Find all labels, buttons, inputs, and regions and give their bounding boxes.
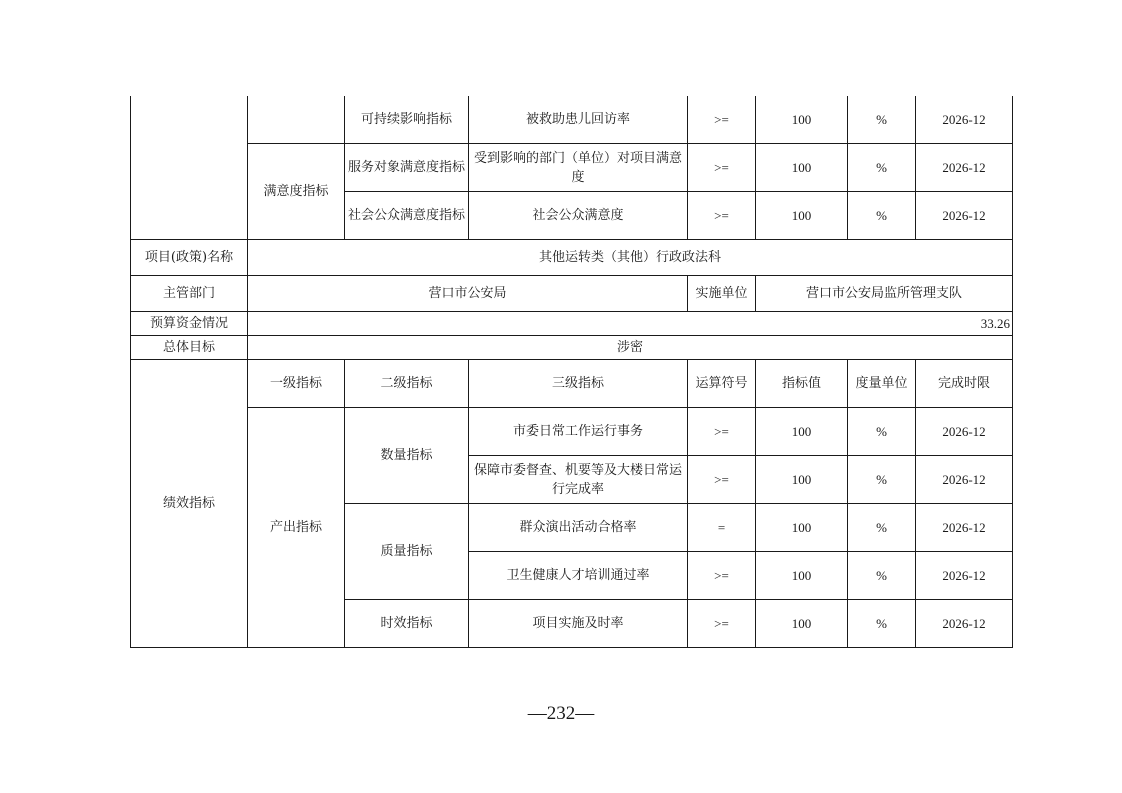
level3-cell: 项目实施及时率 [469, 600, 688, 648]
unit-cell: % [848, 408, 916, 456]
budget-value: 33.26 [248, 312, 1013, 336]
deadline-cell: 2026-12 [916, 600, 1013, 648]
target-cell: 100 [756, 96, 848, 144]
level2-cell: 时效指标 [345, 600, 469, 648]
level3-cell: 市委日常工作运行事务 [469, 408, 688, 456]
empty-cell [131, 96, 248, 240]
unit-cell: % [848, 144, 916, 192]
department-value: 营口市公安局 [248, 276, 688, 312]
operator-cell: >= [688, 144, 756, 192]
unit-cell: % [848, 456, 916, 504]
level2-cell: 质量指标 [345, 504, 469, 600]
deadline-cell: 2026-12 [916, 504, 1013, 552]
table-row [131, 408, 1013, 456]
performance-table [130, 96, 1013, 648]
target-cell: 100 [756, 144, 848, 192]
deadline-cell: 2026-12 [916, 96, 1013, 144]
department-label: 主管部门 [131, 276, 248, 312]
operator-cell: >= [688, 456, 756, 504]
empty-cell [248, 96, 345, 144]
deadline-cell: 2026-12 [916, 192, 1013, 240]
unit-cell: % [848, 600, 916, 648]
target-cell: 100 [756, 600, 848, 648]
target-cell: 100 [756, 192, 848, 240]
level2-cell: 社会公众满意度指标 [345, 192, 469, 240]
deadline-cell: 2026-12 [916, 552, 1013, 600]
header-operator: 运算符号 [688, 360, 756, 408]
project-name-label: 项目(政策)名称 [131, 240, 248, 276]
level3-cell: 群众演出活动合格率 [469, 504, 688, 552]
level3-cell: 保障市委督查、机要等及大楼日常运行完成率 [469, 456, 688, 504]
target-cell: 100 [756, 408, 848, 456]
level3-cell: 社会公众满意度 [469, 192, 688, 240]
header-level1: 一级指标 [248, 360, 345, 408]
level3-cell: 被救助患儿回访率 [469, 96, 688, 144]
unit-cell: % [848, 504, 916, 552]
project-name-value: 其他运转类（其他）行政政法科 [248, 240, 1013, 276]
header-level2: 二级指标 [345, 360, 469, 408]
header-level3: 三级指标 [469, 360, 688, 408]
header-target: 指标值 [756, 360, 848, 408]
level2-cell: 数量指标 [345, 408, 469, 504]
operator-cell: >= [688, 192, 756, 240]
operator-cell: >= [688, 408, 756, 456]
level2-cell: 服务对象满意度指标 [345, 144, 469, 192]
goal-row [131, 336, 1013, 360]
operator-cell: = [688, 504, 756, 552]
table-row [131, 96, 1013, 144]
level2-cell: 可持续影响指标 [345, 96, 469, 144]
deadline-cell: 2026-12 [916, 456, 1013, 504]
target-cell: 100 [756, 504, 848, 552]
implementer-label: 实施单位 [688, 276, 756, 312]
level1-cell: 产出指标 [248, 408, 345, 648]
level3-cell: 受到影响的部门（单位）对项目满意度 [469, 144, 688, 192]
target-cell: 100 [756, 456, 848, 504]
department-row [131, 276, 1013, 312]
page-number: —232— [527, 703, 595, 724]
header-deadline: 完成时限 [916, 360, 1013, 408]
unit-cell: % [848, 192, 916, 240]
header-row [131, 360, 1013, 408]
target-cell: 100 [756, 552, 848, 600]
operator-cell: >= [688, 552, 756, 600]
operator-cell: >= [688, 600, 756, 648]
budget-label: 预算资金情况 [131, 312, 248, 336]
implementer-value: 营口市公安局监所管理支队 [756, 276, 1013, 312]
level1-cell: 满意度指标 [248, 144, 345, 240]
unit-cell: % [848, 552, 916, 600]
table-row [131, 144, 1013, 192]
project-name-row [131, 240, 1013, 276]
header-unit: 度量单位 [848, 360, 916, 408]
operator-cell: >= [688, 96, 756, 144]
goal-value: 涉密 [248, 336, 1013, 360]
unit-cell: % [848, 96, 916, 144]
performance-section-label: 绩效指标 [131, 360, 248, 648]
budget-row [131, 312, 1013, 336]
level3-cell: 卫生健康人才培训通过率 [469, 552, 688, 600]
deadline-cell: 2026-12 [916, 408, 1013, 456]
goal-label: 总体目标 [131, 336, 248, 360]
deadline-cell: 2026-12 [916, 144, 1013, 192]
